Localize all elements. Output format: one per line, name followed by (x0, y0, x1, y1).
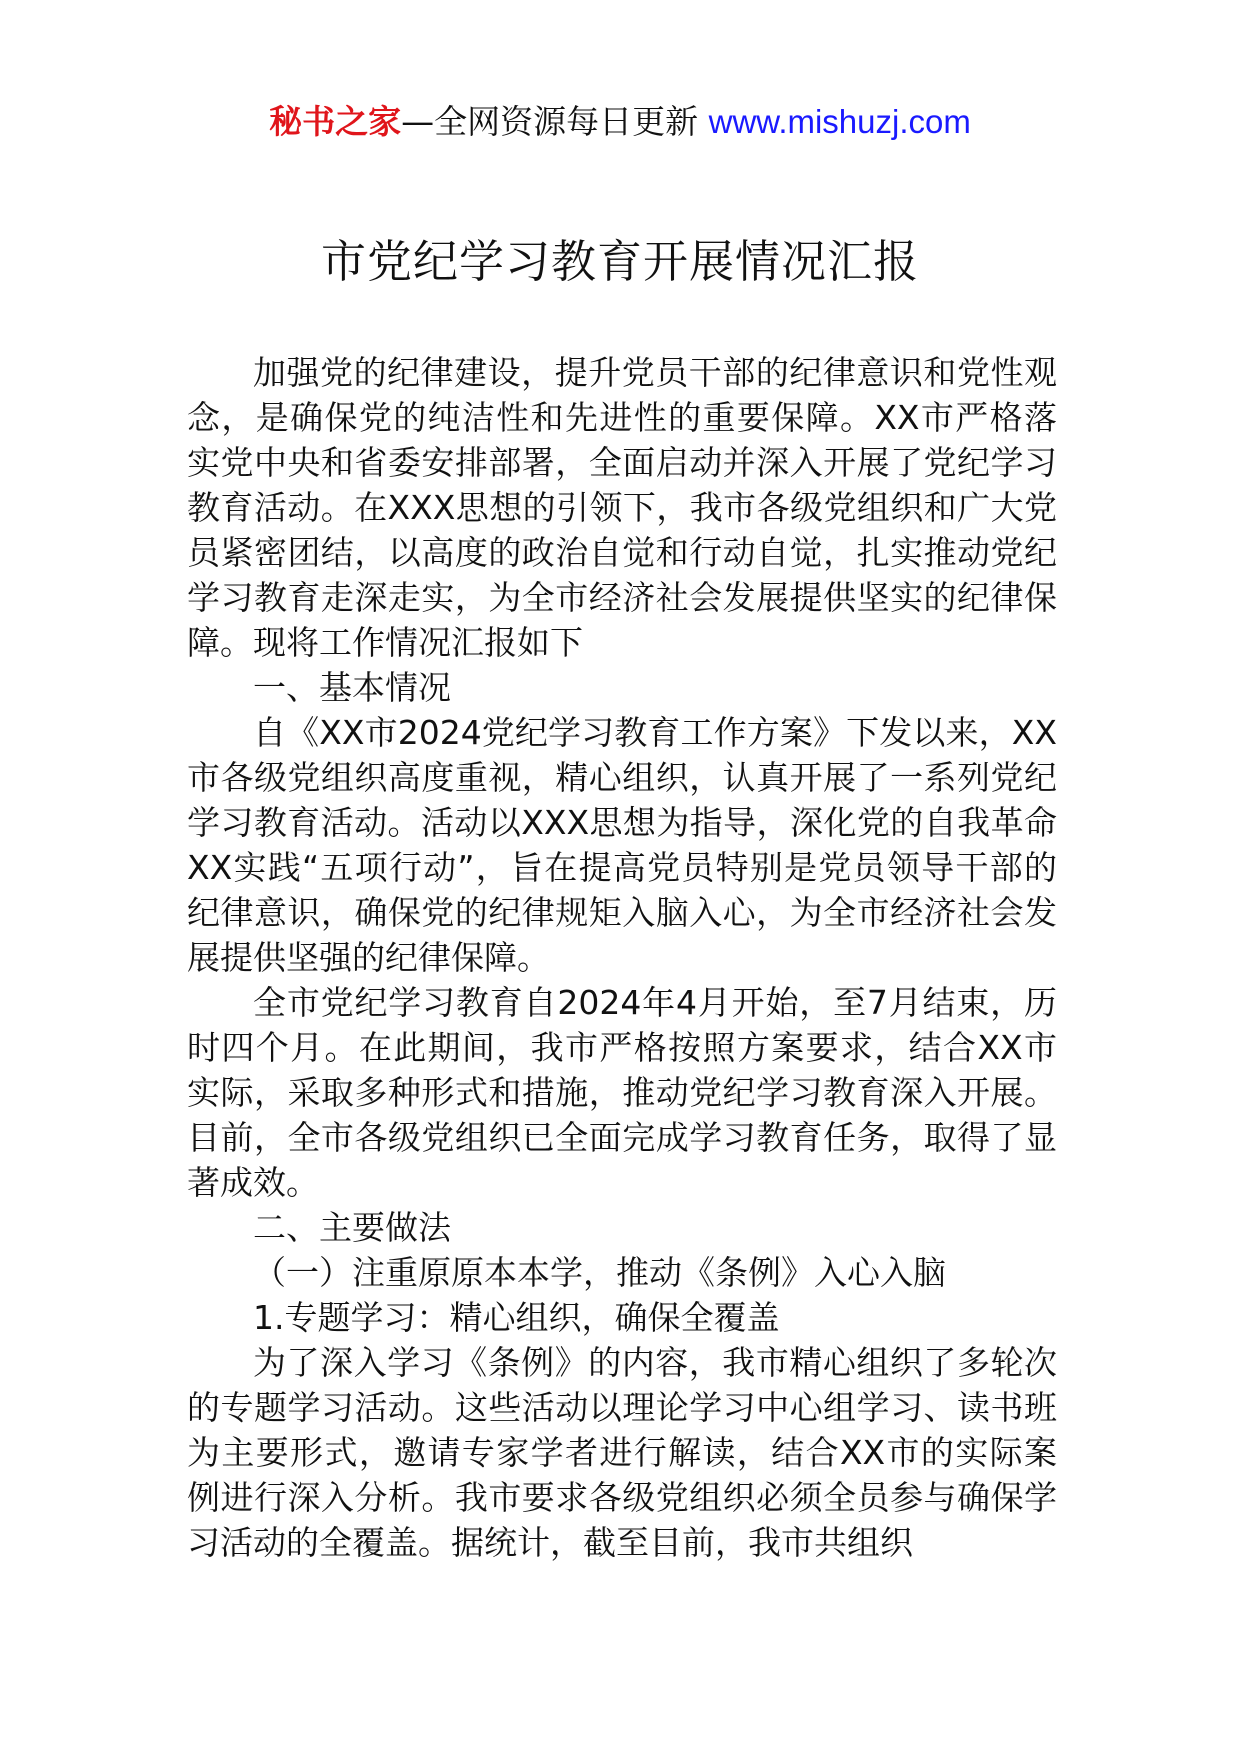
section-heading-methods: 二、主要做法 (253, 1208, 451, 1247)
site-url-link[interactable]: www.mishuzj.com (708, 103, 971, 140)
site-brand: 秘书之家 (269, 102, 402, 141)
subsection-heading-1: （一）注重原原本本学，推动《条例》入心入脑 (253, 1253, 946, 1292)
site-tagline: —全网资源每日更新 (401, 102, 709, 141)
methods-paragraph-1: 为了深入学习《条例》的内容，我市精心组织了多轮次的专题学习活动。这些活动以理论学习中心组学习、读书班为主要形式，邀请专家学者进行解读，结合XX市的实际案例进行深入分析。我市要求各级党组织必须全员参与确保学习活动的全覆盖。据统计，截至目前，我市共组织 (187, 1343, 1057, 1562)
section-heading-basic: 一、基本情况 (253, 668, 451, 707)
document-title: 市党纪学习教育开展情况汇报 (320, 235, 919, 288)
basic-paragraph-1: 自《XX市2024党纪学习教育工作方案》下发以来，XX市各级党组织高度重视，精心组织，认真开展了一系列党纪学习教育活动。活动以XXX思想为指导，深化党的自我革命XX实践“五项行动”，旨在提高党员特别是党员领导干部的纪律意识，确保党的纪律规矩入脑入心，为全市经济社会发展提供坚强的纪律保障。 (187, 713, 1057, 977)
subsection-item-1: 1.专题学习：精心组织，确保全覆盖 (253, 1298, 780, 1337)
basic-paragraph-2: 全市党纪学习教育自2024年4月开始，至7月结束，历时四个月。在此期间，我市严格按照方案要求，结合XX市实际，采取多种形式和措施，推动党纪学习教育深入开展。目前，全市各级党组织已全面完成学习教育任务，取得了显著成效。 (187, 983, 1057, 1202)
intro-paragraph: 加强党的纪律建设，提升党员干部的纪律意识和党性观念，是确保党的纯洁性和先进性的重要保障。XX市严格落实党中央和省委安排部署，全面启动并深入开展了党纪学习教育活动。在XXX思想的引领下，我市各级党组织和广大党员紧密团结，以高度的政治自觉和行动自觉，扎实推动党纪学习教育走深走实，为全市经济社会发展提供坚实的纪律保障。现将工作情况汇报如下 (187, 353, 1057, 662)
document-body (187, 350, 1057, 1565)
site-header (0, 98, 1240, 146)
